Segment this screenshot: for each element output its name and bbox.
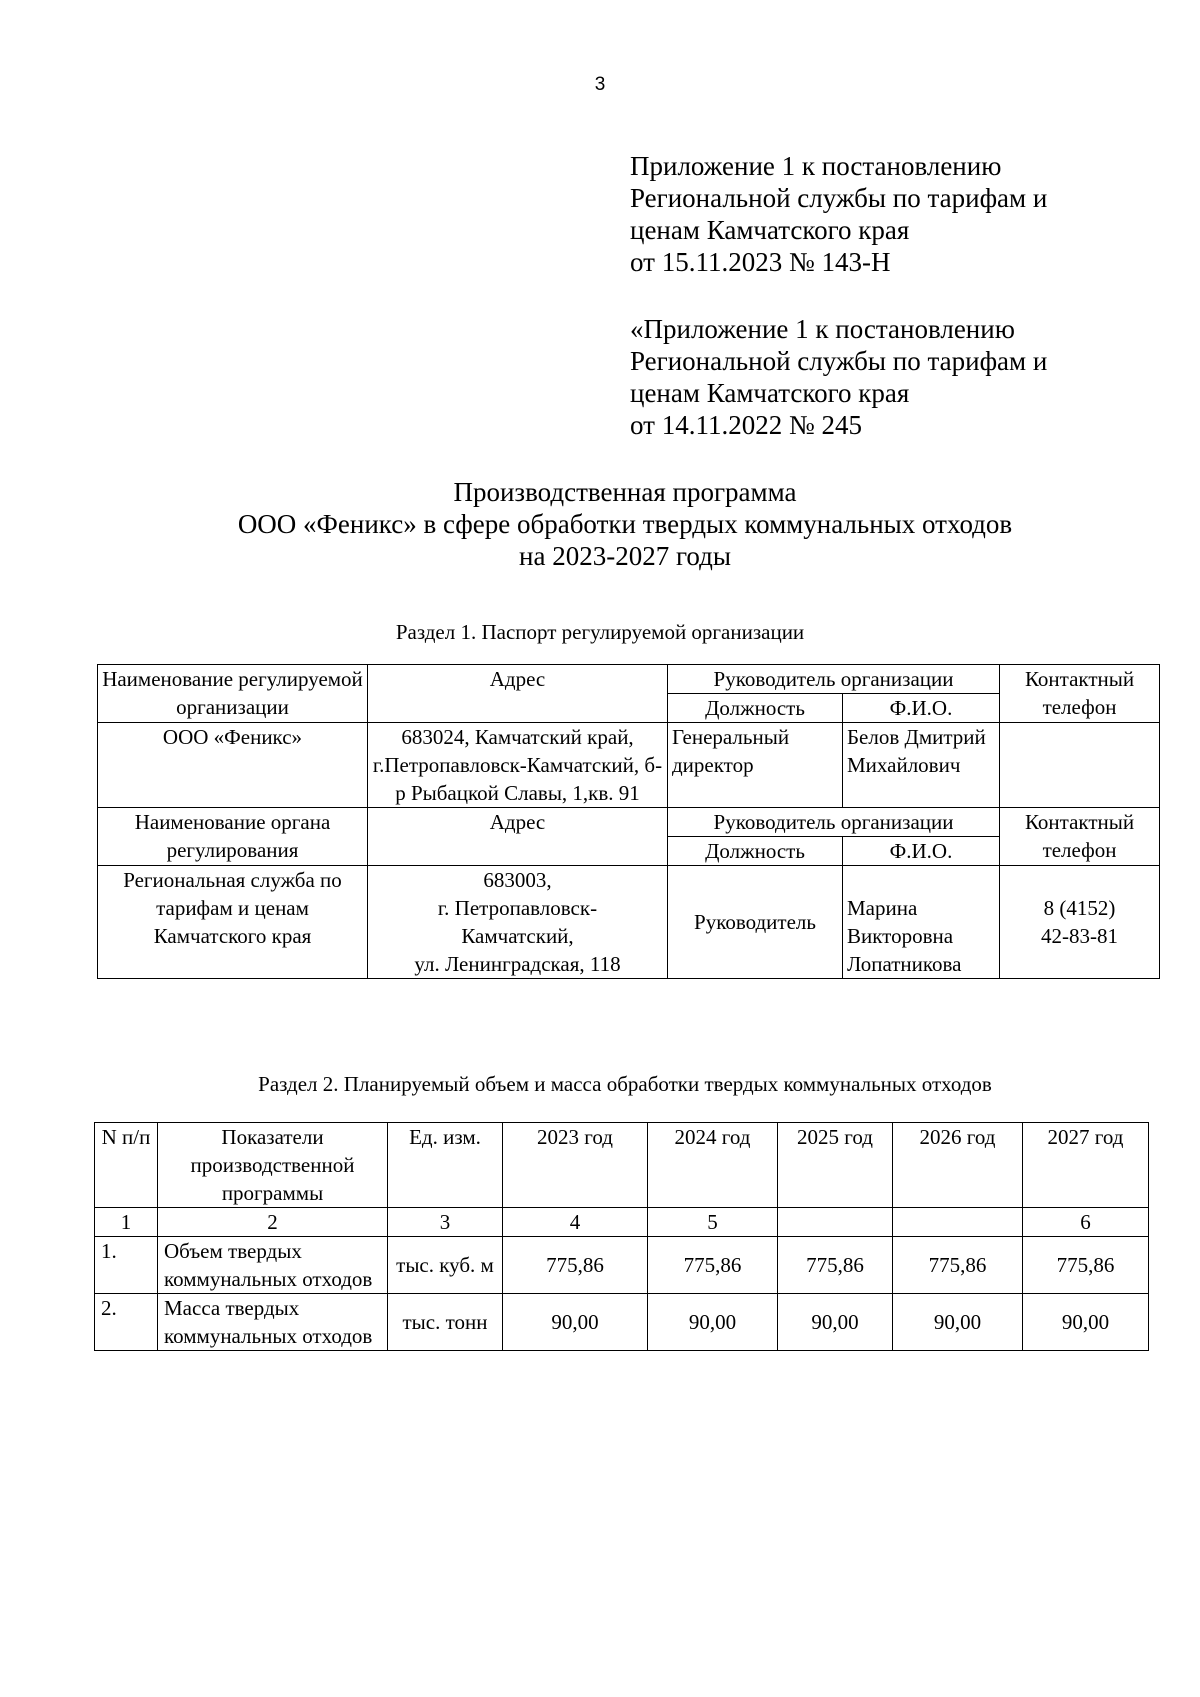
org-address: 683024, Камчатский край, г.Петропавловск-Камчатский, б-р Рыбацкой Славы, 1,кв. 91 xyxy=(368,723,668,808)
appendix-current-line: Приложение 1 к постановлению xyxy=(630,151,1002,181)
appendix-previous-line: ценам Камчатского края xyxy=(630,378,910,408)
row-value: 775,86 xyxy=(1023,1237,1149,1294)
col-indicator-header: Показатели производственной программы xyxy=(158,1123,388,1208)
appendix-current-line: ценам Камчатского края xyxy=(630,215,910,245)
row-indicator: Объем твердых коммунальных отходов xyxy=(158,1237,388,1294)
reg-address xyxy=(368,866,668,979)
appendix-current-line: Региональной службы по тарифам и xyxy=(630,183,1048,213)
col-number: 4 xyxy=(503,1208,648,1237)
col-num-header: N п/п xyxy=(95,1123,158,1208)
appendix-previous-line: «Приложение 1 к постановлению xyxy=(630,314,1015,344)
reg-position-header: Должность xyxy=(668,837,843,866)
row-indicator: Масса твердых коммунальных отходов xyxy=(158,1294,388,1351)
section1-title: Раздел 1. Паспорт регулируемой организации xyxy=(395,620,805,644)
row-value: 90,00 xyxy=(893,1294,1023,1351)
program-title-line: ООО «Феникс» в сфере обработки твердых коммунальных отходов xyxy=(237,509,1013,539)
program-title-line: Производственная программа xyxy=(453,477,797,507)
col-number: 5 xyxy=(648,1208,778,1237)
col-year-header: 2025 год xyxy=(778,1123,893,1208)
table-row xyxy=(98,723,1160,808)
table-row xyxy=(95,1237,1149,1294)
reg-phone-header: Контактный телефон xyxy=(1000,808,1160,866)
org-head-header: Руководитель организации xyxy=(668,665,1000,694)
table-row xyxy=(98,866,1160,979)
col-number: 1 xyxy=(95,1208,158,1237)
col-year-header: 2026 год xyxy=(893,1123,1023,1208)
org-name: ООО «Феникс» xyxy=(98,723,368,808)
table-row xyxy=(98,665,1160,694)
col-number: 3 xyxy=(388,1208,503,1237)
reg-address-line: Камчатский, xyxy=(461,924,574,948)
program-title xyxy=(0,476,1200,572)
row-value: 90,00 xyxy=(1023,1294,1149,1351)
org-position-header: Должность xyxy=(668,694,843,723)
reg-position: Руководитель xyxy=(668,866,843,979)
org-fio-header: Ф.И.О. xyxy=(843,694,1000,723)
section2-title: Раздел 2. Планируемый объем и масса обработки твердых коммунальных отходов xyxy=(258,1072,992,1096)
col-number xyxy=(893,1208,1023,1237)
row-value: 775,86 xyxy=(503,1237,648,1294)
program-volume-table xyxy=(94,1122,1149,1351)
org-phone xyxy=(1000,723,1160,808)
reg-fio: Марина Викторовна Лопатникова xyxy=(843,866,1000,979)
reg-name: Региональная служба по тарифам и ценам Камчатского края xyxy=(98,866,368,979)
row-unit: тыс. куб. м xyxy=(388,1237,503,1294)
reg-name-header: Наименование органа регулирования xyxy=(98,808,368,866)
col-number: 6 xyxy=(1023,1208,1149,1237)
page-number: 3 xyxy=(594,74,606,95)
organization-passport-table xyxy=(97,664,1160,979)
org-address-header: Адрес xyxy=(368,665,668,723)
row-value: 90,00 xyxy=(648,1294,778,1351)
col-unit-header: Ед. изм. xyxy=(388,1123,503,1208)
col-number xyxy=(778,1208,893,1237)
program-title-line: на 2023-2027 годы xyxy=(519,541,731,571)
col-year-header: 2023 год xyxy=(503,1123,648,1208)
row-value: 90,00 xyxy=(778,1294,893,1351)
reg-head-header: Руководитель организации xyxy=(668,808,1000,837)
row-value: 90,00 xyxy=(503,1294,648,1351)
org-fio: Белов Дмитрий Михайлович xyxy=(843,723,1000,808)
appendix-previous-line: от 14.11.2022 № 245 xyxy=(630,410,862,440)
reg-address-line: г. Петропавловск- xyxy=(437,896,598,920)
reg-phone xyxy=(1000,866,1160,979)
table-row xyxy=(95,1123,1149,1208)
row-num: 1. xyxy=(95,1237,158,1294)
col-year-header: 2024 год xyxy=(648,1123,778,1208)
reg-phone-line: 8 (4152) xyxy=(1043,896,1116,920)
table-row xyxy=(98,808,1160,837)
table-row xyxy=(95,1208,1149,1237)
reg-address-header: Адрес xyxy=(368,808,668,866)
appendix-current-line: от 15.11.2023 № 143-Н xyxy=(630,247,891,277)
col-number: 2 xyxy=(158,1208,388,1237)
appendix-current-header xyxy=(630,150,1150,278)
row-num: 2. xyxy=(95,1294,158,1351)
reg-address-line: ул. Ленинградская, 118 xyxy=(414,952,621,976)
row-value: 775,86 xyxy=(648,1237,778,1294)
row-value: 775,86 xyxy=(893,1237,1023,1294)
appendix-previous-line: Региональной службы по тарифам и xyxy=(630,346,1048,376)
org-position: Генеральный директор xyxy=(668,723,843,808)
reg-address-line: 683003, xyxy=(483,868,552,892)
reg-phone-line: 42-83-81 xyxy=(1041,924,1119,948)
org-phone-header: Контактный телефон xyxy=(1000,665,1160,723)
row-unit: тыс. тонн xyxy=(388,1294,503,1351)
appendix-previous-header xyxy=(630,313,1150,441)
reg-fio-header: Ф.И.О. xyxy=(843,837,1000,866)
org-name-header: Наименование регулируемой организации xyxy=(98,665,368,723)
table-row xyxy=(95,1294,1149,1351)
col-year-header: 2027 год xyxy=(1023,1123,1149,1208)
row-value: 775,86 xyxy=(778,1237,893,1294)
